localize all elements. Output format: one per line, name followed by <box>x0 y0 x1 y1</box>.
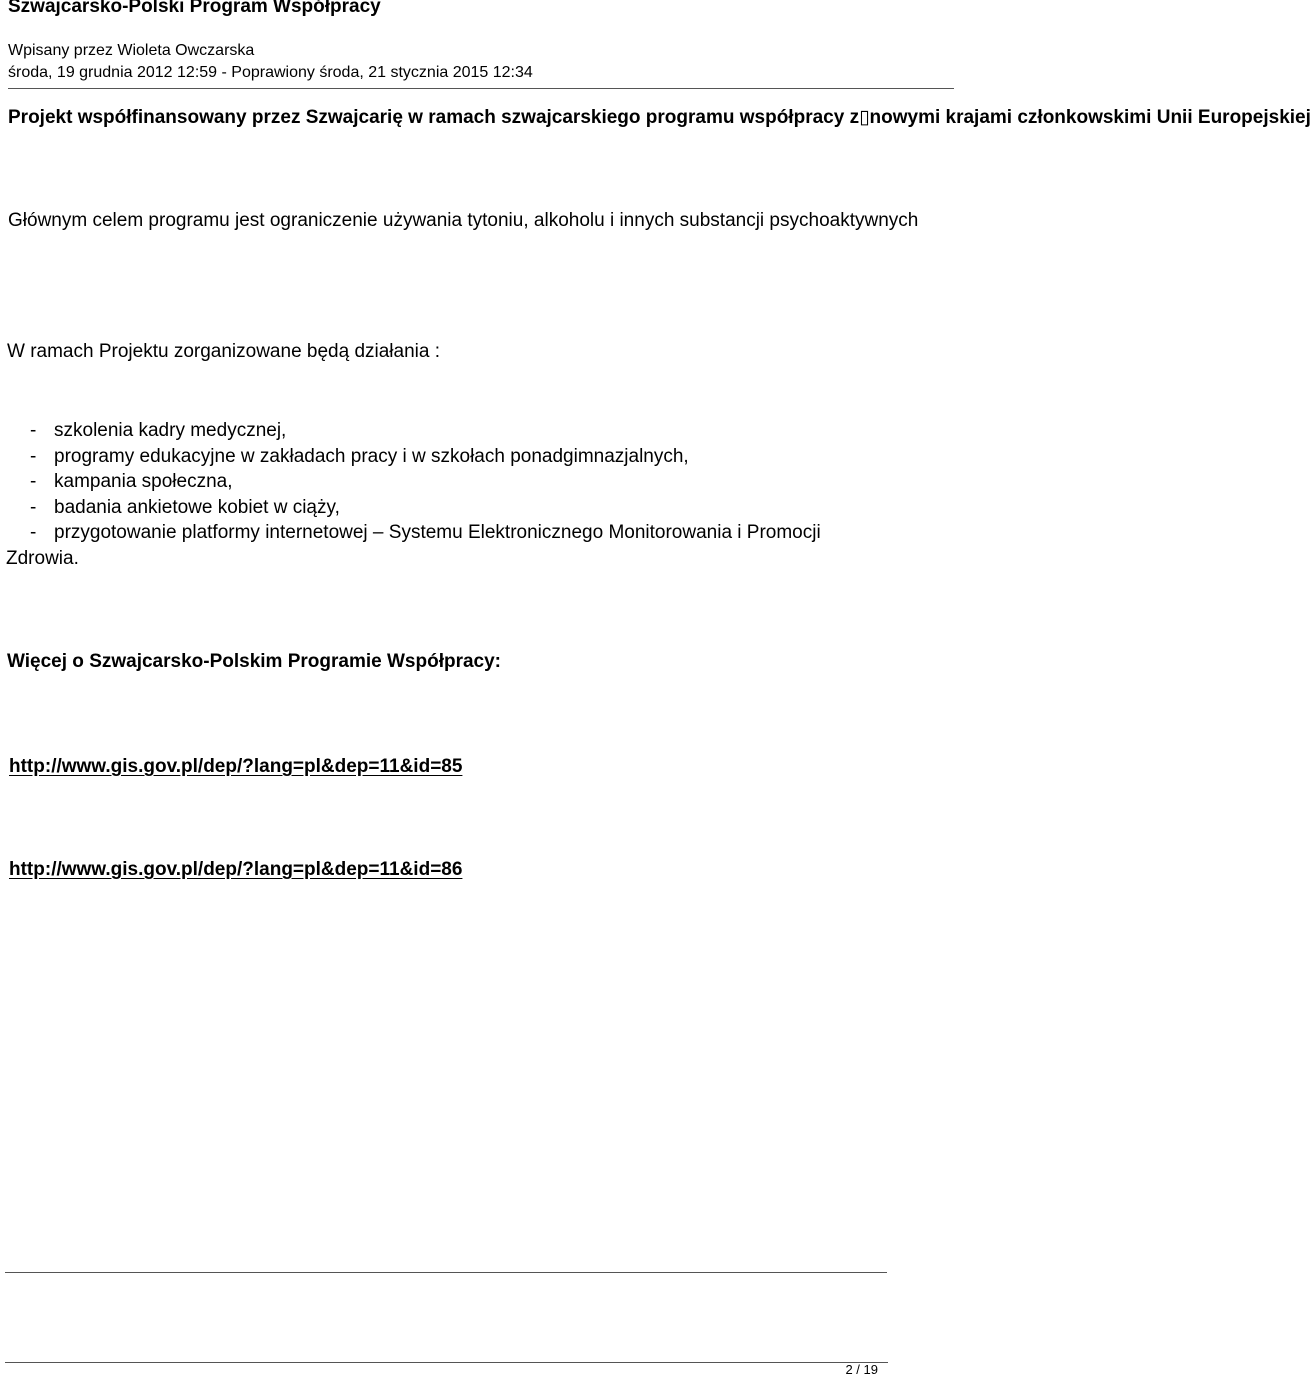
list-dash: - <box>30 445 37 467</box>
list-item-text: programy edukacyjne w zakładach pracy i w szkołach ponadgimnazjalnych, <box>54 445 689 467</box>
header-divider <box>8 88 954 89</box>
lead-paragraph: Projekt współfinansowany przez Szwajcarię w ramach szwajcarskiego programu współpracy z▯nowymi krajami członkowskimi Unii Europejskiej <box>8 107 1311 128</box>
list-item <box>6 520 826 571</box>
gis-link-86[interactable]: http://www.gis.gov.pl/dep/?lang=pl&dep=11&id=86 <box>9 859 463 880</box>
page-title: Szwajcarsko-Polski Program Współpracy <box>8 0 381 17</box>
gis-link-85[interactable]: http://www.gis.gov.pl/dep/?lang=pl&dep=11&id=85 <box>9 756 463 777</box>
list-item <box>6 418 826 444</box>
footer-divider <box>5 1272 887 1273</box>
page-bottom-divider <box>5 1362 888 1363</box>
list-item <box>6 469 826 495</box>
list-dash: - <box>30 471 37 492</box>
author-line: Wpisany przez Wioleta Owczarska <box>8 42 255 59</box>
list-item <box>6 495 826 521</box>
more-info-heading: Więcej o Szwajcarsko-Polskim Programie Współpracy: <box>7 651 501 672</box>
list-item-text: szkolenia kadry medycznej, <box>54 420 287 441</box>
actions-list <box>6 418 826 571</box>
list-dash: - <box>30 496 37 518</box>
list-item <box>6 444 826 470</box>
date-line: środa, 19 grudnia 2012 12:59 - Poprawiony środa, 21 stycznia 2015 12:34 <box>8 64 533 81</box>
intro-paragraph: Głównym celem programu jest ograniczenie używania tytoniu, alkoholu i innych substancji psychoaktywnych <box>8 210 919 231</box>
list-dash: - <box>30 522 37 543</box>
actions-intro: W ramach Projektu zorganizowane będą działania : <box>7 341 441 362</box>
list-item-text: przygotowanie platformy internetowej – Systemu Elektronicznego Monitorowania i Promocji Zdrowia. <box>6 522 821 569</box>
page-number: 2 / 19 <box>845 1362 878 1377</box>
list-dash: - <box>30 420 37 441</box>
list-item-text: kampania społeczna, <box>54 471 233 492</box>
list-item-text: badania ankietowe kobiet w ciąży, <box>54 496 340 518</box>
